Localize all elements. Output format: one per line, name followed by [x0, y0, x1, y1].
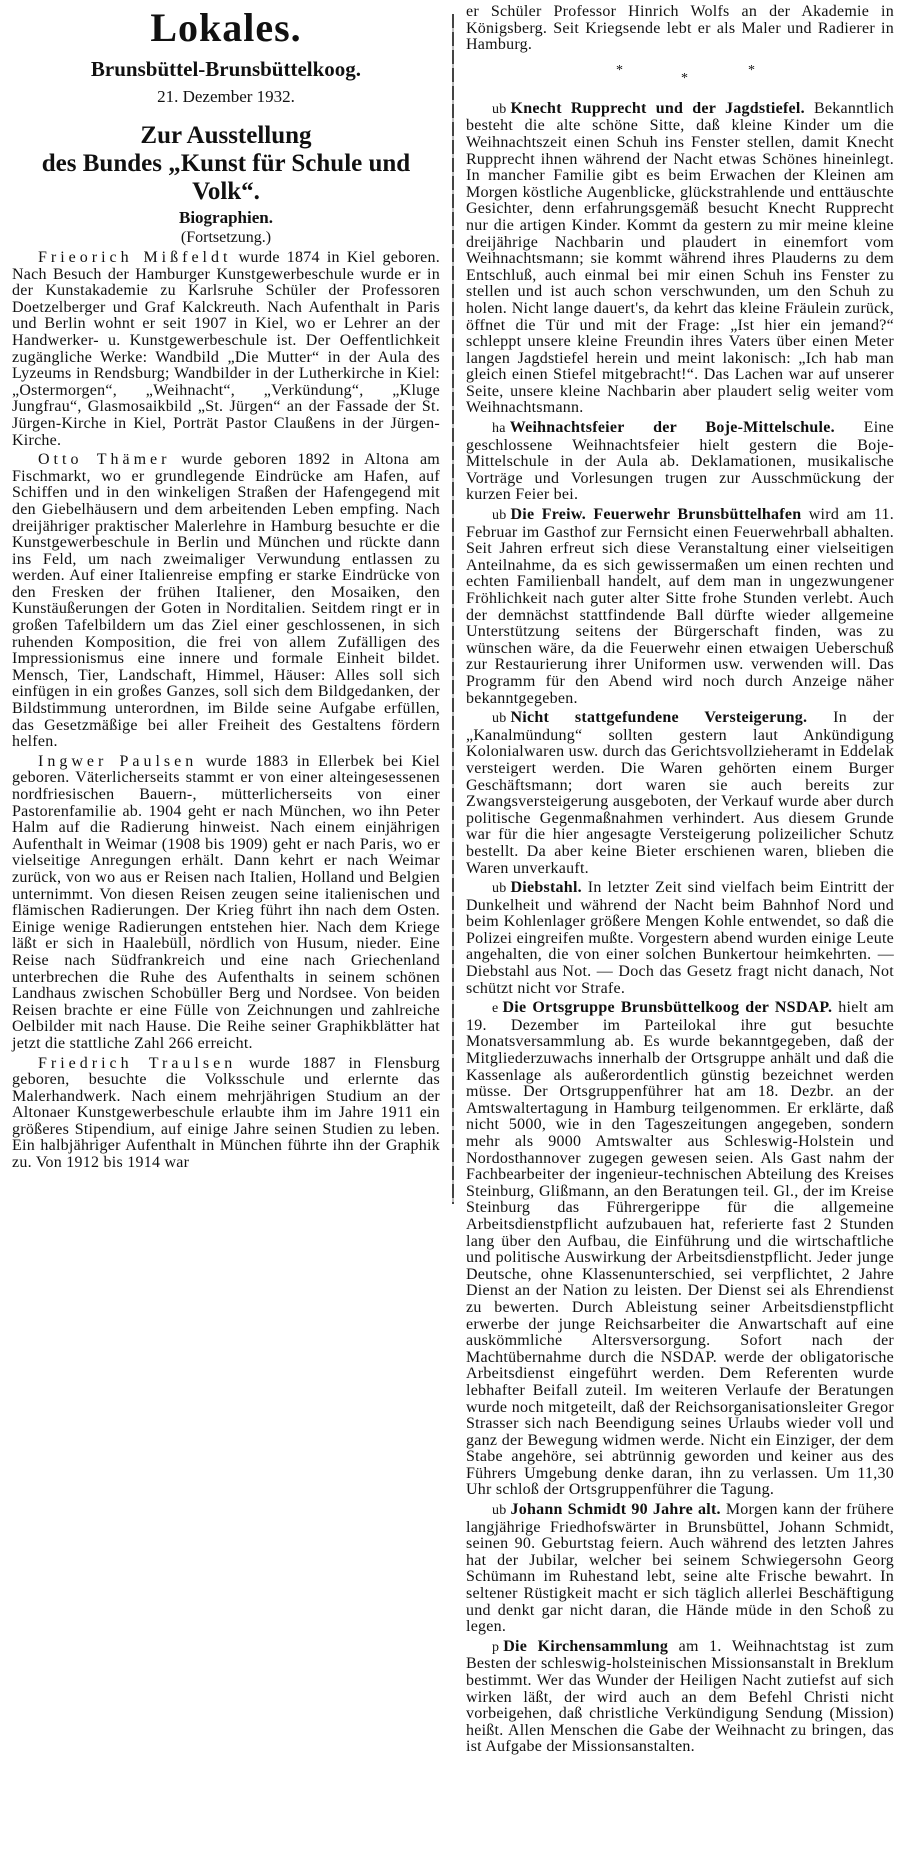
bio-paragraph [12, 754, 440, 1053]
star-icon: * [748, 62, 755, 78]
place-heading: Brunsbüttel-Brunsbüttelkoog. [90, 57, 362, 81]
author-tag: ub [492, 508, 507, 524]
author-tag: p [492, 1639, 500, 1655]
news-text: Bekanntlich besteht die alte schöne Sitte, daß kleine Kinder um die Weihnachtszeit einen Schuh ins Fenster stellen, damit Knecht Rupprecht ihnen während der Nacht etwas Schönes hineinlegt. In mancher Familie gibt es beim Erwachen der Kleinen am Morgen köstliche Augenblicke, glückstrahlende und enttäuschte Gesichter, denn erfahrungsgemäß besucht Knecht Rupprecht nur die artigen Kinder. Kommt da gestern zu mir meine kleine dreijährige Nachbarin und plaudert in einemfort vom Weihnachtsmann; sie kommt während ihres Plauderns zu dem Entschluß, auch einmal bei mir einen Schuh ins Fenster zu stellen und ist auch schon verschwunden, um den Schuh zu holen. Nicht lange dauert's, da kehrt das kleine Fräulein zurück, öffnet die Tür und mit der Frage: „Ist hier ein jemand?“ schleppt unsere kleine Freundin ihres Vaters über einen Meter langen Jagdstiefel herein und meint lakonisch: „Ich hab man gleich einen Stiefel mitgebracht!“. Das Lachen war auf unserer Seite, unsere kleine Nachbarin aber plaudert selig weiter vom Weihnachtsmann. [466, 99, 894, 417]
article-title-line1: Zur Ausstellung [140, 122, 312, 149]
bio-paragraph [12, 250, 440, 449]
news-item [466, 420, 894, 504]
news-item [466, 880, 894, 997]
right-column [466, 4, 894, 1759]
artist-name: Otto Thämer [38, 451, 171, 469]
news-item [466, 710, 894, 877]
news-item [466, 1000, 894, 1499]
news-heading: Die Freiw. Feuerwehr Brunsbüttelhafen [510, 506, 802, 524]
news-item [466, 1639, 894, 1756]
bio-text: wurde 1883 in Ellerbek bei Kiel geboren. Väterlicherseits stammt er von einer alteingesessenen nordfriesischen Bauern-, mütterlicherseits von einer Pastorenfamilie ab. 1904 geht er nach München, wo ihn Peter Halm auf die Radierung hinweist. Nach einem einjährigen Aufenthalt in Weimar (1908 bis 1909) geht er nach Paris, wo er vielseitige Anregungen erhält. Dann kehrt er nach Weimar zurück, von wo aus er Reisen nach Italien, Holland und Belgien unternimmt. Von diesen Reisen zeugen seine italienischen und flämischen Radierungen. Der Krieg führt ihn nach dem Osten. Einige wenige Radierungen entstehen hier. Nach dem Kriege läßt er sich in Haalebüll, nördlich von Husum, nieder. Eine Reise nach Südfrankreich und eine nach Griechenland unterbrechen die Ruhe des Aufenthalts in seinem schönen Landhaus zwischen Schobüller Berg und Nordsee. Von beiden Reisen brachte er eine Fülle von Zeichnungen und zahlreiche Oelbilder mit nach Hause. Die Reihe seiner Graphikblätter hat jetzt die stattliche Zahl 266 erreicht. [12, 752, 441, 1052]
artist-name: Friedrich Traulsen [38, 1054, 237, 1072]
news-text: Morgen kann der frühere langjährige Friedhofswärter in Brunsbüttel, Johann Schmidt, seinen 90. Geburtstag feiern. Auch während des letzten Jahres hat der Jubilar, welcher bei seinem Schwiegersohn Georg Schümann im Ruhestand lebt, seine alte Frische bewahrt. In seltener Rüstigkeit macht er sich täglich allerlei Beschäftigung und denkt gar nicht daran, die Hände müde in den Schoß zu legen. [466, 1501, 894, 1636]
news-heading: Johann Schmidt 90 Jahre alt. [510, 1501, 721, 1519]
news-item [466, 507, 894, 707]
bio-continuation: er Schüler Professor Hinrich Wolfs an der Akademie in Königsberg. Seit Kriegsende lebt er als Maler und Radierer in Hamburg. [466, 3, 894, 54]
article-subtitle: Biographien. [179, 208, 273, 227]
news-heading: Diebstahl. [510, 879, 582, 897]
left-column [12, 0, 440, 1175]
news-text: am 1. Weihnachtstag ist zum Besten der schleswig-holsteinischen Missionsanstalt in Breklum bestimmt. Wer das Wunder der Heiligen Nacht zutiefst auf sich wirken läßt, der wird auch an dem Befehl Christi nicht vorbeigehen, daß christliche Verkündigung Sendung (Mission) heißt. Allen Menschen die Gabe der Weihnacht zu bringen, das ist Aufgabe der Missionsanstalten. [466, 1637, 894, 1756]
bio-paragraph [12, 1056, 440, 1172]
section-title: Lokales. [150, 5, 302, 50]
author-tag: ub [492, 711, 507, 727]
bio-text: wurde 1874 in Kiel geboren. Nach Besuch der Hamburger Kunstgewerbeschule wurde er in der Kunstakademie zu Karlsruhe Schüler der Professoren Doetzelberger und Graf Kalckreuth. Nach Aufenthalt in Paris und Berlin wohnt er seit 1907 in Kiel, wo er Lehrer an der Handwerker- u. Kunstgewerbeschule ist. Der Oeffentlichkeit zugängliche Werke: Wandbild „Die Mutter“ in der Aula des Lyzeums in Rendsburg; Wandbilder in der Lutherkirche in Kiel: „Ostermorgen“, „Weihnacht“, „Verkündung“, „Kluge Jungfrau“, Glasmosaikbild „St. Jürgen“ an der Fassade der St. Jürgen-Kirche in Kiel, Porträt Pastor Claußens in der Jürgen-Kirche. [12, 249, 441, 449]
continuation-note: (Fortsetzung.) [180, 229, 272, 246]
news-item [466, 1502, 894, 1636]
author-tag: ub [492, 101, 507, 117]
news-text: In letzter Zeit sind vielfach beim Eintritt der Dunkelheit und während der Nacht beim Bahnhof Nord und beim Kohlenlager größere Mengen Kohle entwendet, so daß die Polizei eingreifen mußte. Vorgestern abend wurden einige Leute angehalten, die von einer solchen Bunkertour heimkehrten. — Diebstahl aus Not. — Doch das Gesetz fragt nicht danach, Not schützt nicht vor Strafe. [466, 879, 894, 997]
author-tag: ub [492, 1503, 507, 1519]
author-tag: e [492, 1001, 499, 1017]
bio-paragraph [12, 452, 440, 751]
news-heading: Nicht stattgefundene Versteigerung. [510, 709, 808, 727]
news-text: In der „Kanalmündung“ sollten gestern laut Ankündigung Kolonialwaren usw. durch das Gerichtsvollzieheramt in Eddelak versteigert werden. Die Waren gehörten einem Burger Geschäftsmann; dort waren sie auch bereits zur Zwangsversteigerung ausgeboten, der Verkauf wurde aber durch politische Gegenmaßnahmen verhindert. Aus diesem Grunde war für die hier angesagte Versteigerung polizeilicher Schutz bestellt. Da aber keine Bieter erschienen waren, blieben die Waren unverkauft. [466, 709, 894, 877]
news-heading: Die Ortsgruppe Brunsbüttelkoog der NSDAP. [502, 999, 833, 1017]
star-icon: * [616, 62, 623, 78]
star-icon: * [681, 70, 688, 86]
news-item [466, 101, 894, 417]
author-tag: ub [492, 881, 507, 897]
author-tag: ha [492, 421, 506, 437]
artist-name: Frieorich Mißfeldt [38, 249, 232, 266]
news-heading: Knecht Rupprecht und der Jagdstiefel. [510, 99, 805, 117]
column-divider [452, 14, 454, 1204]
news-text: hielt am 19. Dezember im Parteilokal ihre gut besuchte Monatsversammlung ab. Es wurde bekanntgegeben, daß der Mitgliederzuwachs innerhalb der Ortsgruppe anhält und daß die Kassenlage als außerordentlich günstig bezeichnet werden müsse. Der Ortsgruppenführer hat am 18. Dezbr. an der Amtswaltertagung in Hamburg teilgenommen. Er erklärte, daß nicht 5000, wie in den Tageszeitungen angegeben, sondern mehr als 9000 Amtswalter aus Schleswig-Holstein und Nordosthannover zugegen gewesen seien. Als Gast nahm der Fachbearbeiter der ingenieur-technischen Abteilung des Kreises Steinburg, Glißmann, an den Beratungen teil. Gl., der im Kreise Steinburg das Führergerippe für die allgemeine Arbeitsdienstpflicht aufzubauen hat, referierte fast 2 Stunden lang über den Aufbau, die Einführung und die wirtschaftliche und politische Auswirkung der Arbeitsdienstpflicht. Jeder junge Deutsche, ohne Klassenunterschied, sei verpflichtet, 2 Jahre Dienst an der Nation zu leisten. Der Dienst sei als Ehrendienst zu bewerten. Durch Ableistung seiner Arbeitsdienstpflicht erwerbe der junge Reichsarbeiter die Anwartschaft auf eine auskömmliche Altersversorgung. Sofort nach der Machtübernahme durch die NSDAP. werde der obligatorische Arbeitsdienst eingeführt werden. Dem Referenten wurde lebhafter Beifall zuteil. Im weiteren Verlaufe der Beratungen wurde noch mitgeteilt, daß der Reichsorganisationsleiter Gregor Strasser sich nach Beendigung seines Urlaubs wieder voll und ganz der Bewegung widmen werde. Nicht ein Einziger, der dem Stabe angehöre, sei abtrünnig geworden und keiner aus des Führers Umgebung denke daran, ihn zu verlassen. Um 11,30 Uhr schloß der Ortsgruppenführer die Tagung. [466, 999, 895, 1499]
bio-text: wurde geboren 1892 in Altona am Fischmarkt, wo er grundlegende Eindrücke am Hafen, auf Schiffen und in den winkeligen Straßen der Hafengegend mit den Giebelhäusern und dem arbeitenden Leben empfing. Nach dreijähriger praktischer Malerlehre in Hamburg besuchte er die Kunstgewerbeschule in Berlin und München und rückte dann ins Feld, um nach zweimaliger Verwundung entlassen zu werden. Auf einer Italienreise empfing er starke Eindrücke von den Fresken der frühen Italiener, den Mosaiken, den Kunstäußerungen der Goten in Norditalien. Seitdem ringt er in großen Tafelbildern um das Ziel einer geschlossenen, in sich ruhenden Komposition, die frei von allem Zufälligen des Impressionismus eine innere und formale Einheit bildet. Mensch, Tier, Landschaft, Himmel, Häuser: Alles soll sich einfügen in ein großes Ganzes, soll sich dem Bildgedanken, der Bildstimmung unterordnen, im Bilde seine Aufgabe erfüllen, das Gesetzmäßige bei aller Freiheit des Gestaltens fördern helfen. [12, 451, 441, 751]
news-heading: Weihnachtsfeier der Boje-Mittelschule. [509, 419, 835, 437]
news-text: wird am 11. Februar im Gasthof zur Fernsicht einen Feuerwehrball abhalten. Seit Jahren erfreut sich diese Veranstaltung einer vielseitigen Anteilnahme, da es sich gewissermaßen um einen rechten und echten Familienball handelt, auf dem man in ungezwungener Fröhlichkeit nach guter alter Sitte frohe Stunden verlebt. Auch der demnächst stattfindende Ball dürfte wieder allgemeine Unterstützung seitens der Bürgerschaft finden, was zu wünschen wäre, da die Feuerwehr einen etwaigen Ueberschuß zur Restaurierung ihrer Uniformen usw. verwenden will. Das Programm für den Abend wird noch durch Anzeige näher bekanntgegeben. [466, 506, 895, 707]
issue-date: 21. Dezember 1932. [157, 87, 295, 106]
news-heading: Die Kirchensammlung [503, 1637, 669, 1655]
news-text: Eine geschlossene Weihnachtsfeier hielt gestern die Boje-Mittelschule in der Aula ab. Deklamationen, musikalische Vorträge und Vorlesungen trugen zur Ausschmückung der kurzen Feier bei. [466, 419, 894, 504]
article-title-line2: des Bundes „Kunst für Schule und Volk“. [41, 150, 411, 205]
bio-text: wurde 1887 in Flensburg geboren, besuchte die Volksschule und erlernte das Malerhandwerk. Nach einem mehrjährigen Studium an der Altonaer Kunstgewerbeschule erlaubte ihm im Jahre 1911 ein größeres Stipendium, auf einige Jahre seinen Studien zu leben. Ein halbjähriger Aufenthalt in München führte ihn der Graphik zu. Von 1912 bis 1914 war [12, 1054, 441, 1172]
separator-stars [466, 57, 894, 101]
artist-name: Ingwer Paulsen [38, 752, 198, 770]
